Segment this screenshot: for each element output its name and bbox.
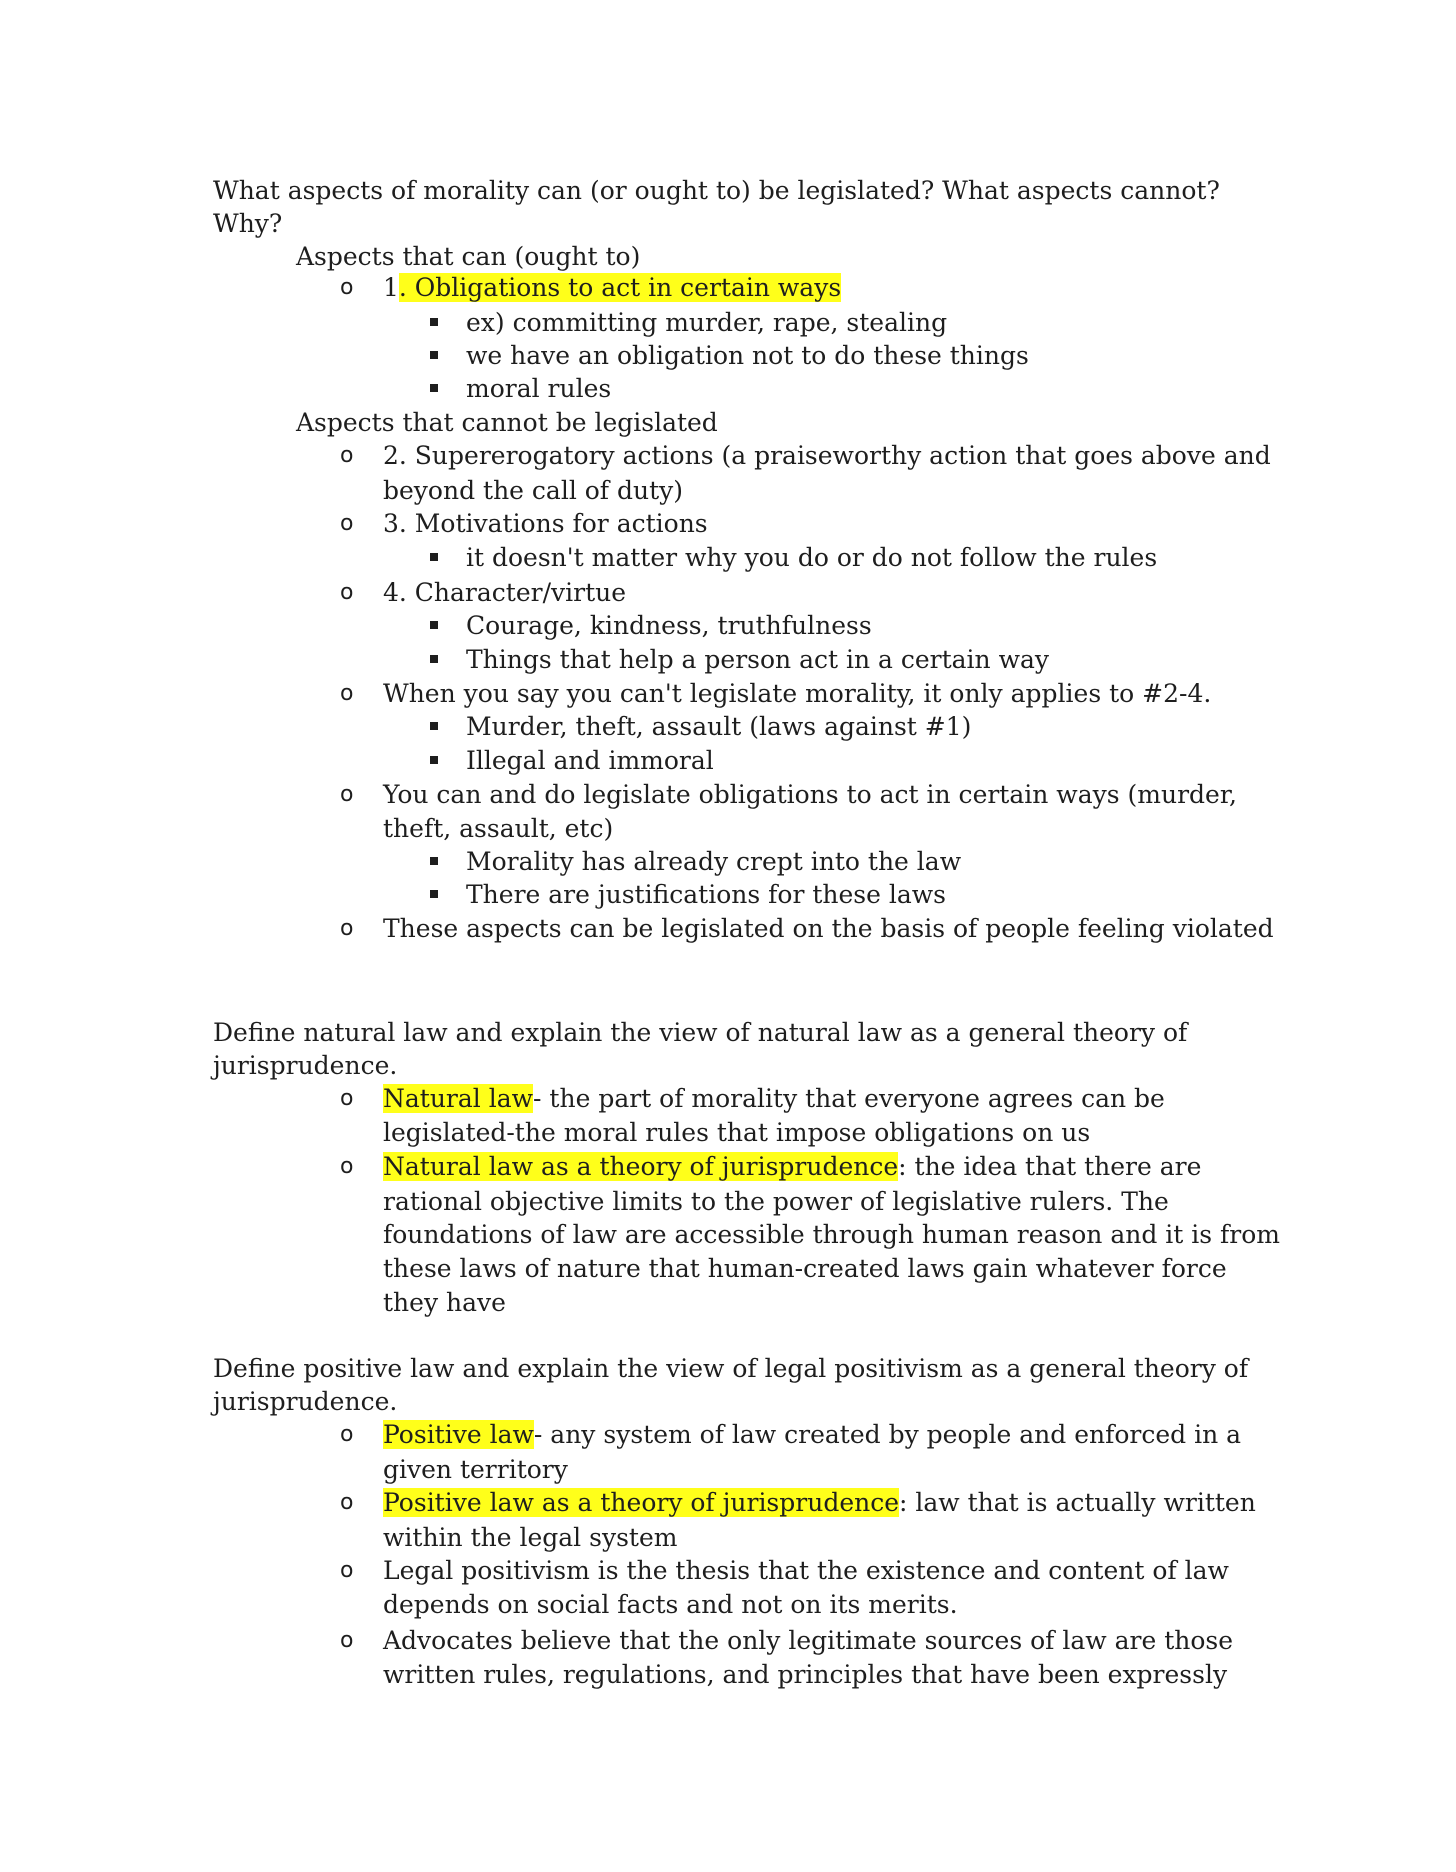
item-4-sub-2: Things that help a person act in a certain way xyxy=(466,645,1050,674)
square-bullet-icon xyxy=(430,722,438,730)
natural-law-jurisprudence-line-5: they have xyxy=(383,1288,506,1317)
circle-bullet-icon: o xyxy=(340,916,354,941)
item-1-highlight: . Obligations to act in certain ways xyxy=(398,273,842,302)
circle-bullet-icon: o xyxy=(340,1490,354,1515)
item-5-sub-1: Murder, theft, assault (laws against #1) xyxy=(466,712,972,741)
item-1-sub-3: moral rules xyxy=(466,374,612,403)
circle-bullet-icon: o xyxy=(340,511,354,536)
item-1-sub-2: we have an obligation not to do these things xyxy=(466,341,1029,370)
positive-law-definition-text: - any system of law created by people and enforced in a xyxy=(533,1420,1242,1449)
square-bullet-icon xyxy=(430,384,438,392)
natural-law-definition-line-2: legislated-the moral rules that impose obligations on us xyxy=(383,1118,1091,1147)
square-bullet-icon xyxy=(430,756,438,764)
natural-law-definition-text: - the part of morality that everyone agrees can be xyxy=(533,1084,1165,1113)
item-3-sub-1: it doesn't matter why you do or do not follow the rules xyxy=(466,543,1158,572)
positive-law-jurisprudence-line-2: within the legal system xyxy=(383,1523,678,1552)
circle-bullet-icon: o xyxy=(340,580,354,605)
question-2-line-1: Define natural law and explain the view of natural law as a general theory of xyxy=(213,1018,1188,1047)
item-6-sub-2: There are justifications for these laws xyxy=(466,880,946,909)
positive-law-term: Positive law xyxy=(383,1420,534,1449)
item-6-line-2: theft, assault, etc) xyxy=(383,814,614,843)
item-7: These aspects can be legislated on the basis of people feeling violated xyxy=(383,914,1274,943)
circle-bullet-icon: o xyxy=(340,1086,354,1111)
question-2-line-2: jurisprudence. xyxy=(213,1051,398,1080)
positive-law-definition xyxy=(383,1422,1241,1447)
square-bullet-icon xyxy=(430,318,438,326)
legal-positivism-thesis-line-2: depends on social facts and not on its merits. xyxy=(383,1590,958,1619)
item-3: 3. Motivations for actions xyxy=(383,509,708,538)
natural-law-jurisprudence-line-3: foundations of law are accessible through human reason and it is from xyxy=(383,1220,1280,1249)
natural-law-term: Natural law xyxy=(383,1084,534,1113)
natural-law-jurisprudence-line-2: rational objective limits to the power of legislative rulers. The xyxy=(383,1187,1169,1216)
circle-bullet-icon: o xyxy=(340,1558,354,1583)
question-1-line-2: Why? xyxy=(213,209,283,238)
square-bullet-icon xyxy=(430,655,438,663)
natural-law-jurisprudence-text: : the idea that there are xyxy=(898,1152,1202,1181)
circle-bullet-icon: o xyxy=(340,681,354,706)
circle-bullet-icon: o xyxy=(340,1422,354,1447)
advocates-line-1: Advocates believe that the only legitimate sources of law are those xyxy=(383,1626,1234,1655)
item-1-number: 1 xyxy=(383,273,399,302)
square-bullet-icon xyxy=(430,351,438,359)
item-5-sub-2: Illegal and immoral xyxy=(466,746,714,775)
natural-law-jurisprudence xyxy=(383,1154,1201,1179)
item-4: 4. Character/virtue xyxy=(383,578,627,607)
item-5: When you say you can't legislate morality, it only applies to #2-4. xyxy=(383,679,1212,708)
circle-bullet-icon: o xyxy=(340,1154,354,1179)
square-bullet-icon xyxy=(430,890,438,898)
natural-law-definition xyxy=(383,1086,1165,1111)
circle-bullet-icon: o xyxy=(340,443,354,468)
item-2-line-1: 2. Supererogatory actions (a praiseworthy action that goes above and xyxy=(383,441,1271,470)
circle-bullet-icon: o xyxy=(340,782,354,807)
question-1-line-1: What aspects of morality can (or ought to) be legislated? What aspects cannot? xyxy=(213,176,1220,205)
item-2-line-2: beyond the call of duty) xyxy=(383,476,684,505)
cannot-heading: Aspects that cannot be legislated xyxy=(296,408,718,437)
question-3-line-2: jurisprudence. xyxy=(213,1387,398,1416)
circle-bullet-icon: o xyxy=(340,275,354,300)
item-1 xyxy=(383,275,841,300)
positive-law-jurisprudence-term: Positive law as a theory of jurisprudence xyxy=(383,1488,900,1517)
item-4-sub-1: Courage, kindness, truthfulness xyxy=(466,611,872,640)
positive-law-jurisprudence xyxy=(383,1490,1256,1515)
item-6-line-1: You can and do legislate obligations to act in certain ways (murder, xyxy=(383,780,1237,809)
legal-positivism-thesis-line-1: Legal positivism is the thesis that the existence and content of law xyxy=(383,1556,1229,1585)
item-1-sub-1: ex) committing murder, rape, stealing xyxy=(466,308,948,337)
positive-law-jurisprudence-text: : law that is actually written xyxy=(899,1488,1256,1517)
positive-law-definition-line-2: given territory xyxy=(383,1455,568,1484)
square-bullet-icon xyxy=(430,553,438,561)
square-bullet-icon xyxy=(430,621,438,629)
natural-law-jurisprudence-line-4: these laws of nature that human-created laws gain whatever force xyxy=(383,1254,1227,1283)
item-6-sub-1: Morality has already crept into the law xyxy=(466,847,962,876)
question-3-line-1: Define positive law and explain the view of legal positivism as a general theory of xyxy=(213,1354,1249,1383)
can-heading: Aspects that can (ought to) xyxy=(296,242,641,271)
advocates-line-2: written rules, regulations, and principles that have been expressly xyxy=(383,1660,1228,1689)
square-bullet-icon xyxy=(430,857,438,865)
circle-bullet-icon: o xyxy=(340,1628,354,1653)
natural-law-jurisprudence-term: Natural law as a theory of jurisprudence xyxy=(383,1152,899,1181)
